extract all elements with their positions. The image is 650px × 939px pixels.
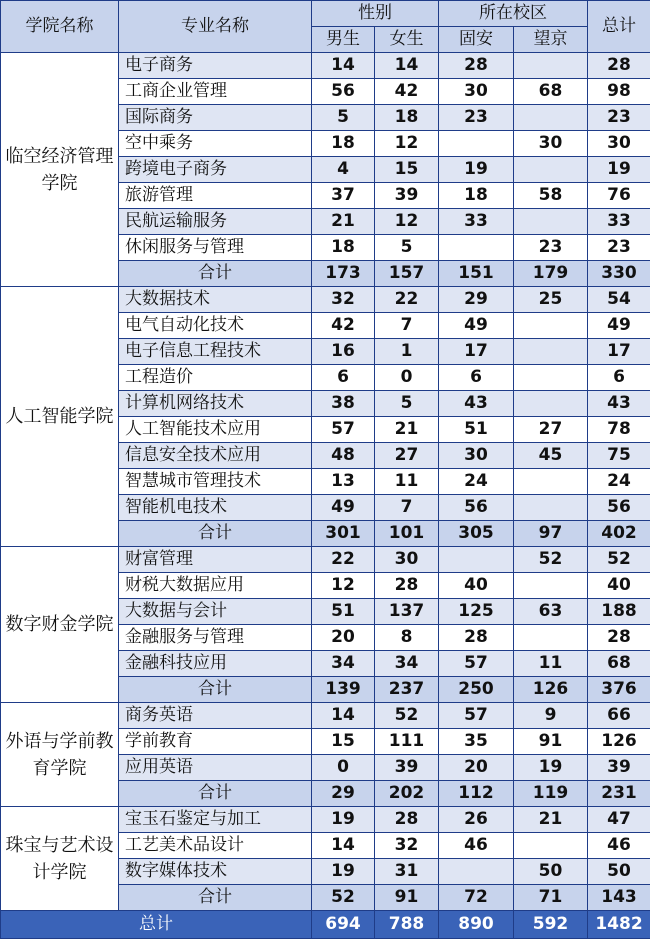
major-name: 工艺美术品设计 [119,833,312,859]
grand-total-male: 694 [312,911,375,939]
cell-guan: 24 [439,469,514,495]
table-row [1,703,650,729]
cell-wang: 91 [514,729,588,755]
cell-male: 19 [312,807,375,833]
major-name: 学前教育 [119,729,312,755]
cell-female: 7 [375,313,439,339]
cell-female: 42 [375,79,439,105]
subtotal-guan: 112 [439,781,514,807]
cell-guan: 56 [439,495,514,521]
subtotal-guan: 151 [439,261,514,287]
cell-total: 54 [588,287,650,313]
cell-female: 22 [375,287,439,313]
cell-male: 16 [312,339,375,365]
grand-total-label: 总计 [1,911,312,939]
cell-female: 8 [375,625,439,651]
cell-male: 18 [312,131,375,157]
cell-total: 24 [588,469,650,495]
subtotal-label: 合计 [119,521,312,547]
cell-male: 18 [312,235,375,261]
major-name: 财富管理 [119,547,312,573]
cell-wang [514,469,588,495]
college-name: 人工智能学院 [1,287,119,547]
cell-wang: 19 [514,755,588,781]
cell-total: 47 [588,807,650,833]
header-female: 女生 [375,27,439,53]
cell-wang: 21 [514,807,588,833]
cell-female: 12 [375,131,439,157]
cell-wang: 11 [514,651,588,677]
cell-wang [514,573,588,599]
major-name: 智慧城市管理技术 [119,469,312,495]
major-name: 民航运输服务 [119,209,312,235]
cell-wang: 9 [514,703,588,729]
major-name: 大数据与会计 [119,599,312,625]
cell-female: 111 [375,729,439,755]
cell-female: 7 [375,495,439,521]
cell-guan: 30 [439,443,514,469]
cell-female: 11 [375,469,439,495]
header-total: 总计 [588,1,650,53]
cell-female: 5 [375,391,439,417]
cell-guan: 125 [439,599,514,625]
cell-guan: 51 [439,417,514,443]
cell-wang: 52 [514,547,588,573]
cell-total: 76 [588,183,650,209]
cell-total: 50 [588,859,650,885]
header-college: 学院名称 [1,1,119,53]
cell-wang [514,391,588,417]
cell-total: 17 [588,339,650,365]
cell-male: 42 [312,313,375,339]
cell-female: 0 [375,365,439,391]
major-name: 电气自动化技术 [119,313,312,339]
major-name: 计算机网络技术 [119,391,312,417]
cell-guan [439,859,514,885]
cell-guan: 40 [439,573,514,599]
table-row [1,807,650,833]
cell-total: 52 [588,547,650,573]
cell-wang: 68 [514,79,588,105]
cell-wang: 27 [514,417,588,443]
cell-wang [514,625,588,651]
header-wang: 望京 [514,27,588,53]
major-name: 金融科技应用 [119,651,312,677]
cell-guan: 57 [439,703,514,729]
cell-guan [439,547,514,573]
major-name: 宝玉石鉴定与加工 [119,807,312,833]
header-major: 专业名称 [119,1,312,53]
cell-male: 0 [312,755,375,781]
cell-male: 56 [312,79,375,105]
cell-total: 56 [588,495,650,521]
cell-wang: 50 [514,859,588,885]
cell-female: 1 [375,339,439,365]
major-name: 旅游管理 [119,183,312,209]
cell-female: 34 [375,651,439,677]
major-name: 空中乘务 [119,131,312,157]
cell-wang [514,339,588,365]
subtotal-male: 173 [312,261,375,287]
cell-wang: 63 [514,599,588,625]
cell-guan: 30 [439,79,514,105]
cell-total: 33 [588,209,650,235]
header-gender: 性别 [312,1,439,27]
subtotal-guan: 250 [439,677,514,703]
subtotal-total: 402 [588,521,650,547]
subtotal-male: 29 [312,781,375,807]
cell-guan: 26 [439,807,514,833]
subtotal-female: 91 [375,885,439,911]
cell-guan: 23 [439,105,514,131]
cell-male: 57 [312,417,375,443]
subtotal-female: 237 [375,677,439,703]
subtotal-female: 157 [375,261,439,287]
cell-female: 28 [375,573,439,599]
cell-female: 27 [375,443,439,469]
grand-total-wang: 592 [514,911,588,939]
subtotal-guan: 72 [439,885,514,911]
cell-female: 32 [375,833,439,859]
major-name: 休闲服务与管理 [119,235,312,261]
table-row [1,53,650,79]
grand-total-total: 1482 [588,911,650,939]
cell-guan: 28 [439,53,514,79]
table-body [1,53,650,939]
cell-male: 13 [312,469,375,495]
subtotal-male: 139 [312,677,375,703]
subtotal-male: 301 [312,521,375,547]
cell-wang [514,313,588,339]
grand-total-row [1,911,650,939]
cell-total: 6 [588,365,650,391]
cell-female: 52 [375,703,439,729]
cell-male: 37 [312,183,375,209]
cell-total: 75 [588,443,650,469]
cell-wang [514,365,588,391]
cell-guan: 28 [439,625,514,651]
cell-male: 14 [312,53,375,79]
cell-total: 43 [588,391,650,417]
cell-guan [439,235,514,261]
cell-male: 14 [312,703,375,729]
cell-total: 126 [588,729,650,755]
header-male: 男生 [312,27,375,53]
cell-male: 5 [312,105,375,131]
header-guan: 固安 [439,27,514,53]
cell-total: 28 [588,625,650,651]
cell-total: 66 [588,703,650,729]
cell-female: 30 [375,547,439,573]
cell-guan [439,131,514,157]
cell-male: 21 [312,209,375,235]
cell-guan: 46 [439,833,514,859]
cell-wang [514,495,588,521]
grand-total-guan: 890 [439,911,514,939]
cell-guan: 18 [439,183,514,209]
cell-male: 22 [312,547,375,573]
cell-male: 4 [312,157,375,183]
subtotal-total: 143 [588,885,650,911]
cell-wang: 30 [514,131,588,157]
subtotal-label: 合计 [119,261,312,287]
cell-guan: 19 [439,157,514,183]
cell-guan: 6 [439,365,514,391]
cell-guan: 35 [439,729,514,755]
major-name: 信息安全技术应用 [119,443,312,469]
cell-female: 137 [375,599,439,625]
table-row [1,547,650,573]
cell-wang [514,833,588,859]
cell-total: 49 [588,313,650,339]
cell-total: 28 [588,53,650,79]
cell-total: 30 [588,131,650,157]
cell-female: 14 [375,53,439,79]
cell-female: 31 [375,859,439,885]
cell-total: 39 [588,755,650,781]
cell-total: 98 [588,79,650,105]
cell-female: 18 [375,105,439,131]
major-name: 电子商务 [119,53,312,79]
cell-male: 38 [312,391,375,417]
cell-male: 48 [312,443,375,469]
cell-wang: 23 [514,235,588,261]
cell-wang: 58 [514,183,588,209]
cell-male: 6 [312,365,375,391]
cell-male: 19 [312,859,375,885]
cell-male: 15 [312,729,375,755]
subtotal-total: 231 [588,781,650,807]
cell-guan: 49 [439,313,514,339]
subtotal-wang: 119 [514,781,588,807]
cell-female: 5 [375,235,439,261]
cell-guan: 20 [439,755,514,781]
cell-male: 51 [312,599,375,625]
cell-total: 19 [588,157,650,183]
cell-male: 12 [312,573,375,599]
cell-female: 39 [375,183,439,209]
major-name: 财税大数据应用 [119,573,312,599]
subtotal-wang: 97 [514,521,588,547]
cell-guan: 29 [439,287,514,313]
cell-wang: 45 [514,443,588,469]
cell-male: 20 [312,625,375,651]
cell-wang: 25 [514,287,588,313]
major-name: 商务英语 [119,703,312,729]
cell-male: 34 [312,651,375,677]
subtotal-label: 合计 [119,677,312,703]
cell-guan: 17 [439,339,514,365]
subtotal-total: 330 [588,261,650,287]
subtotal-wang: 126 [514,677,588,703]
subtotal-label: 合计 [119,885,312,911]
major-name: 国际商务 [119,105,312,131]
cell-wang [514,105,588,131]
cell-guan: 43 [439,391,514,417]
subtotal-total: 376 [588,677,650,703]
cell-total: 68 [588,651,650,677]
cell-total: 46 [588,833,650,859]
cell-female: 28 [375,807,439,833]
major-name: 智能机电技术 [119,495,312,521]
cell-wang [514,53,588,79]
cell-female: 15 [375,157,439,183]
major-name: 大数据技术 [119,287,312,313]
major-name: 工商企业管理 [119,79,312,105]
major-name: 电子信息工程技术 [119,339,312,365]
college-name: 珠宝与艺术设计学院 [1,807,119,911]
cell-wang [514,157,588,183]
major-name: 应用英语 [119,755,312,781]
subtotal-female: 101 [375,521,439,547]
major-name: 工程造价 [119,365,312,391]
major-name: 金融服务与管理 [119,625,312,651]
subtotal-wang: 179 [514,261,588,287]
cell-guan: 33 [439,209,514,235]
cell-female: 12 [375,209,439,235]
cell-total: 188 [588,599,650,625]
cell-total: 78 [588,417,650,443]
college-name: 数字财金学院 [1,547,119,703]
cell-total: 23 [588,105,650,131]
college-name: 临空经济管理学院 [1,53,119,287]
cell-female: 21 [375,417,439,443]
subtotal-wang: 71 [514,885,588,911]
subtotal-female: 202 [375,781,439,807]
college-name: 外语与学前教育学院 [1,703,119,807]
major-name: 人工智能技术应用 [119,417,312,443]
cell-female: 39 [375,755,439,781]
subtotal-guan: 305 [439,521,514,547]
cell-total: 23 [588,235,650,261]
cell-male: 14 [312,833,375,859]
cell-guan: 57 [439,651,514,677]
grand-total-female: 788 [375,911,439,939]
cell-male: 49 [312,495,375,521]
major-name: 数字媒体技术 [119,859,312,885]
table-row [1,287,650,313]
cell-wang [514,209,588,235]
major-name: 跨境电子商务 [119,157,312,183]
header-campus: 所在校区 [439,1,588,27]
cell-male: 32 [312,287,375,313]
subtotal-label: 合计 [119,781,312,807]
cell-total: 40 [588,573,650,599]
header-row-1 [1,1,650,27]
subtotal-male: 52 [312,885,375,911]
